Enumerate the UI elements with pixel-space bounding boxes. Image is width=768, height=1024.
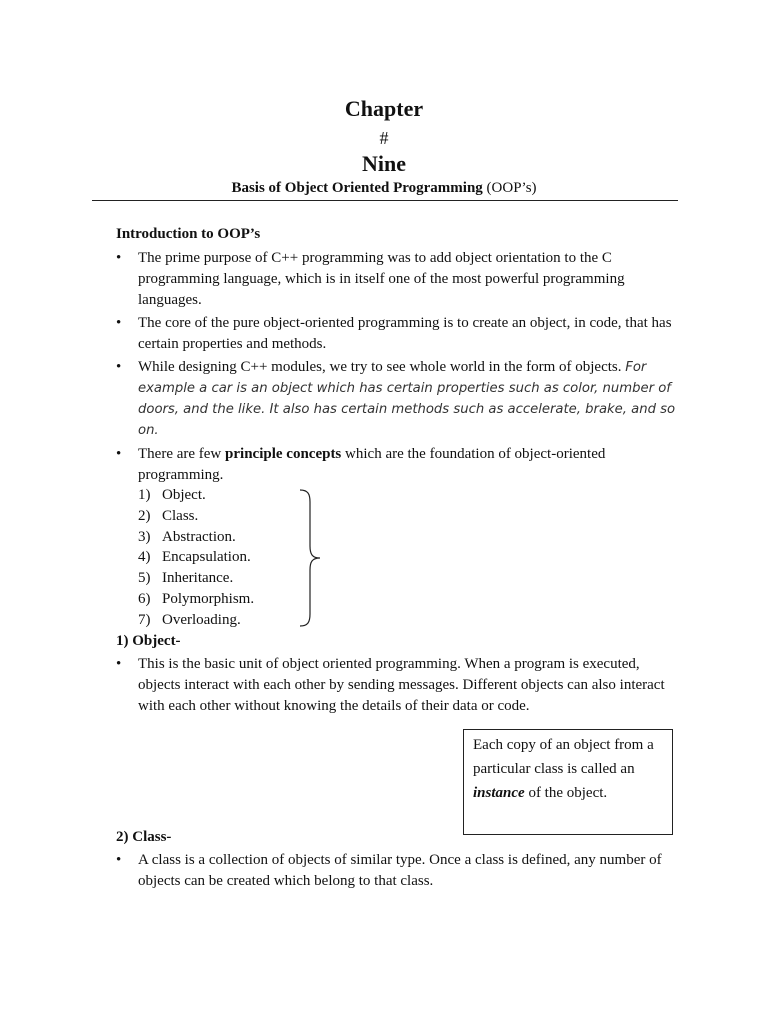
header-divider xyxy=(92,200,678,201)
chapter-number: Nine xyxy=(362,151,406,176)
bullet-dot: • xyxy=(116,359,122,375)
list-item: 7) Overloading. xyxy=(138,611,241,628)
object-heading: 1) Object- xyxy=(116,633,181,649)
bullet-3-main: While designing C++ modules, we try to see whole world in the form of objects. xyxy=(138,359,622,375)
bullet-3-example: For example a car is an object which has certain properties such as color, number of doors, and the like. It also has certain methods such as accelerate, brake, and so on. xyxy=(138,360,676,438)
bullet-text: This is the basic unit of object oriented programming. When a program is executed, objects interact with each other by sending messages. Different objects can also interact with each other without knowing the details of their data or code. xyxy=(138,656,665,714)
bullet-4-post: which are the foundation of object-oriented programming. xyxy=(138,446,606,483)
intro-heading: Introduction to OOP’s xyxy=(116,226,261,242)
callout-pre: Each copy of an object from a particular class is called an xyxy=(473,737,654,777)
list-item: 2) Class. xyxy=(138,507,199,524)
chapter-title-word: Chapter xyxy=(344,96,424,121)
list-item: 3) Abstraction. xyxy=(138,528,236,545)
intro-bullet-2 xyxy=(116,313,676,355)
intro-bullet-1 xyxy=(116,248,676,311)
bullet-dot: • xyxy=(116,656,122,672)
concept-list xyxy=(138,485,254,631)
list-item: 5) Inheritance. xyxy=(138,570,234,587)
bullet-text xyxy=(138,357,676,441)
class-bullet xyxy=(116,850,681,892)
list-item: 4) Encapsulation. xyxy=(138,549,251,566)
list-item: 1) Object. xyxy=(138,487,206,503)
bullet-4-pre: There are few xyxy=(138,446,222,462)
chapter-hash-symbol: # xyxy=(379,128,389,148)
bullet-dot: • xyxy=(116,446,122,462)
bullet-text: A class is a collection of objects of similar type. Once a class is defined, any number of objects can be created which belong to that class. xyxy=(138,852,662,889)
bullet-text xyxy=(138,444,676,486)
bullet-text: The prime purpose of C++ programming was to add object orientation to the C programming language, which is in itself one of the most powerful programming languages. xyxy=(138,250,625,308)
bullet-text: The core of the pure object-oriented programming is to create an object, in code, that has certain properties and methods. xyxy=(138,315,672,352)
list-item: 6) Polymorphism. xyxy=(138,590,255,607)
callout-emphasis: instance xyxy=(473,785,525,801)
subtitle-main: Basis of Object Oriented Programming xyxy=(231,180,483,196)
intro-bullet-3 xyxy=(116,357,676,441)
subtitle-paren: (OOP’s) xyxy=(486,180,537,196)
chapter-subtitle xyxy=(0,178,768,198)
object-bullet xyxy=(116,654,681,717)
intro-bullet-4 xyxy=(116,444,676,486)
bullet-4-bold: principle concepts xyxy=(225,446,342,462)
bullet-dot: • xyxy=(116,852,122,868)
class-heading: 2) Class- xyxy=(116,829,172,845)
bullet-dot: • xyxy=(116,315,122,331)
bullet-dot: • xyxy=(116,250,122,266)
curly-brace-icon xyxy=(298,488,322,628)
instance-callout-box xyxy=(463,729,673,835)
callout-post: of the object. xyxy=(528,785,608,801)
